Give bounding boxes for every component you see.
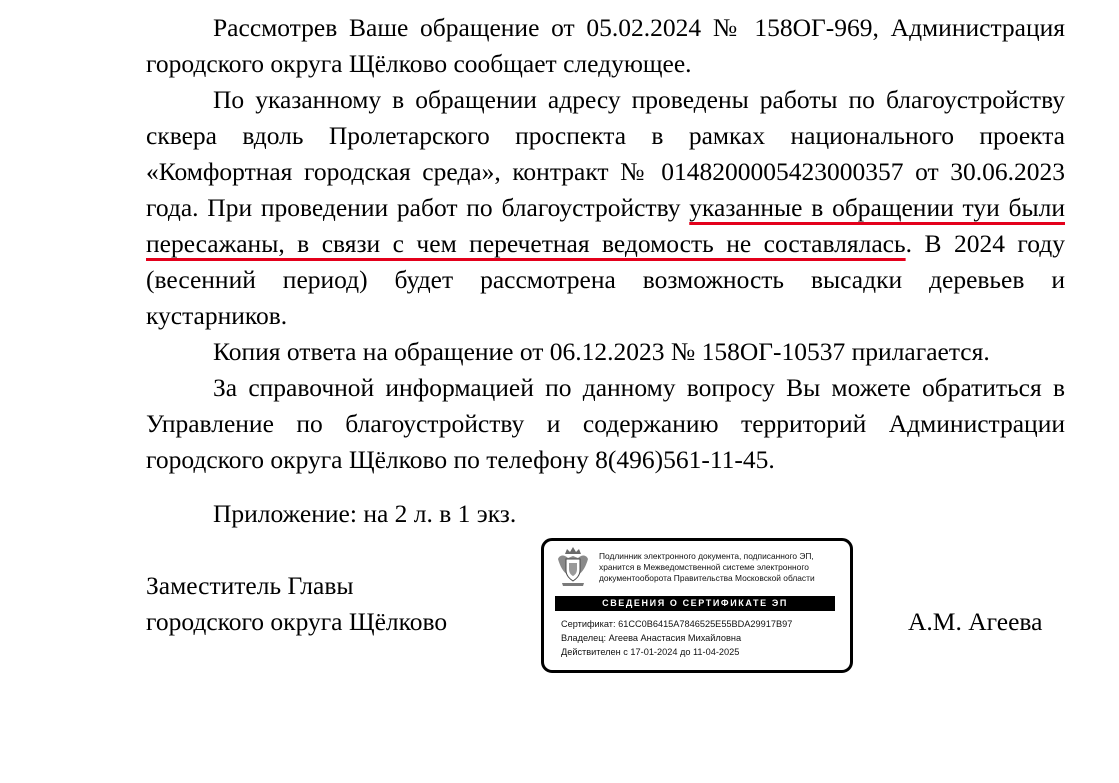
stamp-validity: Действителен с 17-01-2024 до 11-04-2025 xyxy=(561,647,740,657)
signer-title xyxy=(146,568,447,640)
paragraph-works xyxy=(146,82,1065,334)
stamp-note-line3: документооборота Правительства Московской области xyxy=(599,573,815,583)
attachment-note: Приложение: на 2 л. в 1 экз. xyxy=(213,499,517,528)
underlined-statement: указанные в обращении туи были пересажаны, в связи с чем перечетная ведомость не составлялась xyxy=(146,193,1065,258)
stamp-note-line2: хранится в Межведомственной системе электронного xyxy=(599,562,809,572)
paragraph-works-end: . В 2024 году (весенний период) будет рассмотрена возможность высадки деревьев и кустарников. xyxy=(146,229,1065,330)
stamp-certificate: Сертификат: 61CC0B6415A7846525E55BDA29917B97 xyxy=(561,619,793,629)
signer-title-line2: городского округа Щёлково xyxy=(146,607,448,636)
stamp-details xyxy=(561,617,792,659)
stamp-owner: Владелец: Агеева Анастасия Михайловна xyxy=(561,633,742,643)
electronic-signature-stamp xyxy=(541,538,853,673)
moscow-oblast-coat-of-arms-icon xyxy=(556,546,590,588)
paragraph-contact: За справочной информацией по данному вопросу Вы можете обратиться в Управление по благоустройству и содержанию территорий Администрации городского округа Щёлково по телефону 8(496)561-11-45. xyxy=(146,373,1065,474)
stamp-note-line1: Подлинник электронного документа, подписанного ЭП, xyxy=(599,551,814,561)
stamp-header: СВЕДЕНИЯ О СЕРТИФИКАТЕ ЭП xyxy=(555,596,835,611)
letter-body xyxy=(146,10,1065,532)
signer-name: А.М. Агеева xyxy=(908,607,1043,636)
signer-title-line1: Заместитель Главы xyxy=(146,571,354,600)
paragraph-works-start: По указанному в обращении адресу проведены работы по благоустройству сквера вдоль Пролетарского проспекта в рамках национального проекта «Комфортная городская среда», контракт № 0148200005423000357 от 30.06.2023 года. При проведении работ по благоустройству xyxy=(146,85,1065,222)
paragraph-intro: Рассмотрев Ваше обращение от 05.02.2024 № 158ОГ-969, Администрация городского округа Щёлково сообщает следующее. xyxy=(146,13,1065,78)
paragraph-copy: Копия ответа на обращение от 06.12.2023 № 158ОГ-10537 прилагается. xyxy=(213,337,990,366)
stamp-note xyxy=(599,551,849,584)
